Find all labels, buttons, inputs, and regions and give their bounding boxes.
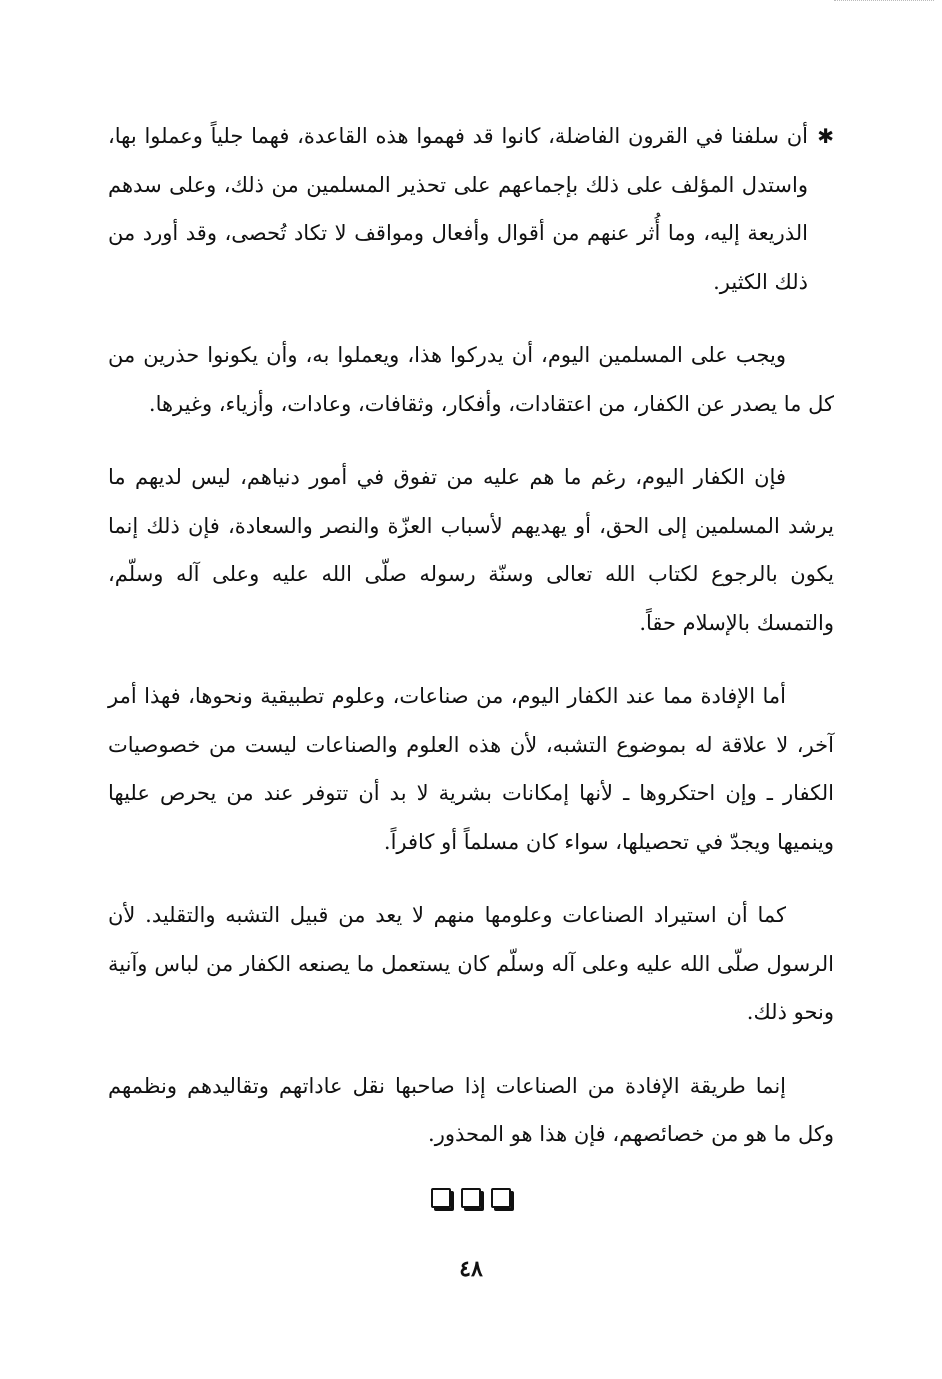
asterisk-bullet-icon: ✱ bbox=[817, 124, 834, 148]
paragraph-2: ويجب على المسلمين اليوم، أن يدركوا هذا، ويعملوا به، وأن يكونوا حذرين من كل ما يصدر عن الكفار، من اعتقادات، وأفكار، وثقافات، وعادات، وأزياء، وغيرها. bbox=[108, 343, 834, 416]
square-ornament-icon bbox=[491, 1188, 511, 1208]
square-ornament-icon bbox=[431, 1188, 451, 1208]
paragraph-1-text: أن سلفنا في القرون الفاضلة، كانوا قد فهموا هذه القاعدة، فهما جلياً وعملوا بها، واستدل المؤلف على ذلك بإجماعهم على تحذير المسلمين من ذلك، وعلى سدهم الذريعة إليه، وما أُثر عنهم من أقوال وأفعال ومواقف لا تكاد تُحصى، وقد أورد من ذلك الكثير. bbox=[108, 124, 808, 294]
scan-edge-mark bbox=[834, 0, 934, 7]
square-ornament-icon bbox=[461, 1188, 481, 1208]
paragraph-4: أما الإفادة مما عند الكفار اليوم، من صناعات، وعلوم تطبيقية ونحوها، فهذا أمر آخر، لا علاقة له بموضوع التشبه، لأن هذه العلوم والصناعات ليست من خصوصيات الكفار ـ وإن احتكروها ـ لأنها إمكانات بشرية لا بد أن تتوفر عند من يحرص عليها وينميها ويجدّ في تحصيلها، سواء كان مسلماً أو كافراً. bbox=[108, 684, 834, 854]
paragraph-3: فإن الكفار اليوم، رغم ما هم عليه من تفوق في أمور دنياهم، ليس لديهم ما يرشد المسلمين إلى الحق، أو يهديهم لأسباب العزّة والنصر والسعادة، فإن ذلك إنما يكون بالرجوع لكتاب الله تعالى وسنّة رسوله صلّى الله عليه وعلى آله وسلّم، والتمسك بالإسلام حقاً. bbox=[108, 465, 834, 635]
paragraph-1 bbox=[108, 112, 834, 306]
paragraph-6: إنما طريقة الإفادة من الصناعات إذا صاحبها نقل عاداتهم وتقاليدهم ونظمهم وكل ما هو من خصائصهم، فإن هذا هو المحذور. bbox=[108, 1073, 834, 1146]
page-body bbox=[108, 112, 834, 1184]
paragraph-5: كما أن استيراد الصناعات وعلومها منهم لا يعد من قبيل التشبه والتقليد. لأن الرسول صلّى الله عليه وعلى آله وسلّم كان يستعمل ما يصنعه الكفار من لباس وآنية ونحو ذلك. bbox=[108, 903, 834, 1024]
section-end-ornament bbox=[0, 1188, 942, 1208]
page-number: ٤٨ bbox=[459, 1256, 483, 1282]
